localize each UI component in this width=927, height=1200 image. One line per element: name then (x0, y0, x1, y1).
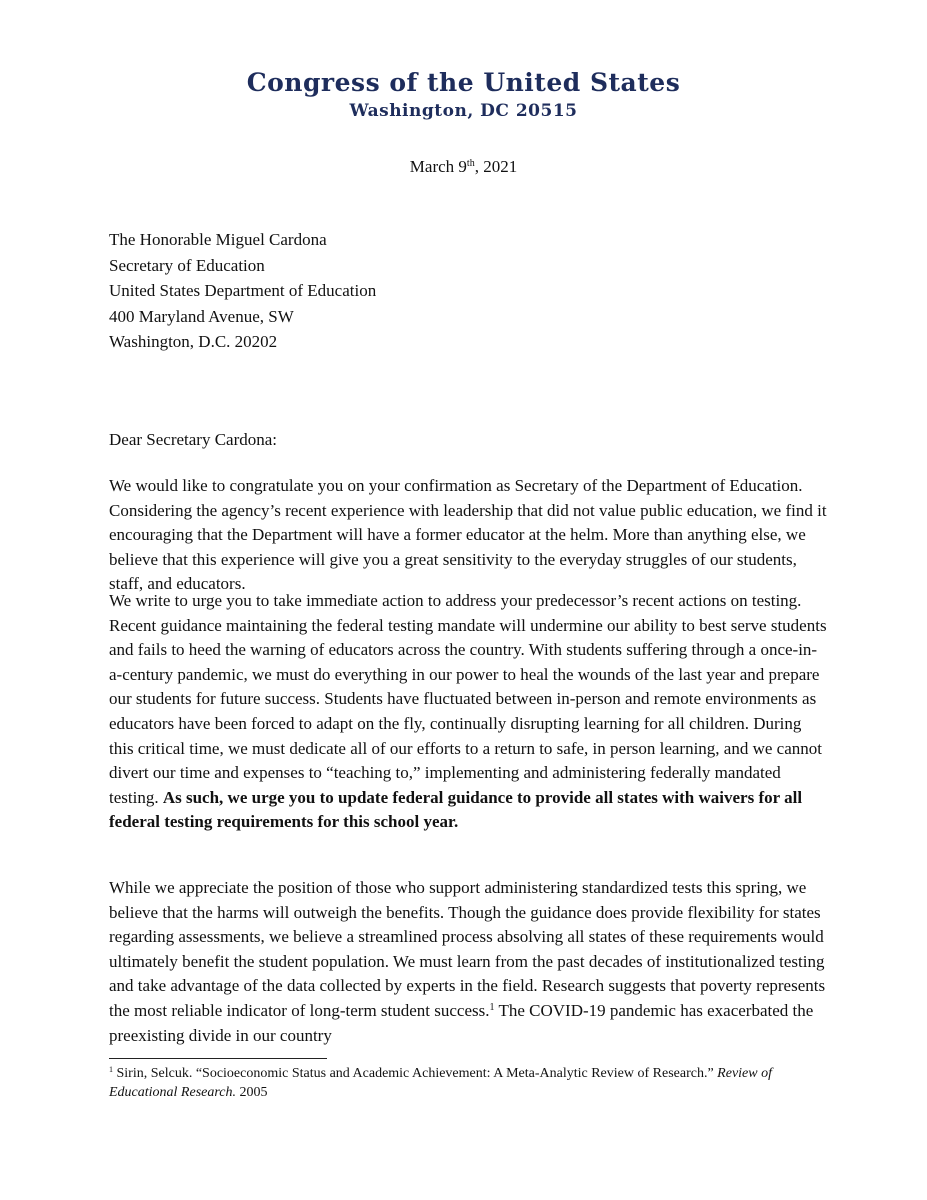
footnote-marker: 1 (109, 1065, 113, 1074)
paragraph-testing-urge (109, 589, 829, 835)
address-line: Secretary of Education (109, 255, 265, 275)
letter-date (0, 156, 927, 178)
recipient-address (109, 227, 376, 355)
address-line: 400 Maryland Avenue, SW (109, 306, 294, 326)
paragraph-text: We write to urge you to take immediate action to address your predecessor’s recent actions on testing. Recent guidance maintaining the federal testing mandate will undermine our ability to best serve students and fails to heed the warning of educators across the country. With students suffering through a once-in-a-century pandemic, we must do everything in our power to heal the wounds of the last year and prepare our students for future success. Students have fluctuated between in-person and remote environments as educators have been forced to adapt on the fly, continually disrupting learning for all children. During this critical time, we must dedicate all of our efforts to a return to safe, in person learning, and we cannot divert our time and expenses to “teaching to,” implementing and administering federally mandated testing. (109, 591, 827, 807)
date-year: , 2021 (474, 157, 518, 176)
footnote-journal: Review of Educational Research. (109, 1066, 772, 1100)
salutation: Dear Secretary Cardona: (109, 430, 278, 449)
paragraph-bold-request: As such, we urge you to update federal guidance to provide all states with waivers for all federal testing requirements for this school year. (109, 787, 803, 832)
letterhead-subtitle: Washington, DC 20515 (349, 101, 578, 121)
address-line: Washington, D.C. 20202 (109, 332, 278, 351)
footnote-year: 2005 (236, 1085, 268, 1100)
address-line: The Honorable Miguel Cardona (109, 230, 327, 249)
footnote-text: Sirin, Selcuk. “Socioeconomic Status and Academic Achievement: A Meta-Analytic Review of Research.” (113, 1066, 718, 1081)
paragraph-text: While we appreciate the position of those who support administering standardized tests this spring, we believe that the harms will outweigh the benefits. Though the guidance does provide flexibility for states regarding assessments, we believe a streamlined process absolving all states of these requirements would ultimately benefit the student population. We must learn from the past decades of institutionalized testing and take advantage of the data collected by experts in the field. Research suggests that poverty represents the most reliable indicator of long-term student success. (109, 878, 826, 1020)
footnote-divider (109, 1058, 327, 1059)
date-ordinal: th (466, 158, 475, 169)
date-text: March 9 (409, 157, 467, 176)
paragraph-text: We would like to congratulate you on your confirmation as Secretary of the Department of Education. Considering the agency’s recent experience with leadership that did not value public education, we find it encouraging that the Department will have a former educator at the helm. More than anything else, we believe that this experience will give you a great sensitivity to the everyday struggles of our students, staff, and educators. (109, 476, 827, 594)
paragraph-congratulations (109, 474, 829, 597)
footnote-reference: 1 (489, 1001, 495, 1013)
paragraph-harms (109, 876, 829, 1048)
paragraph-text-tail: The COVID-19 pandemic has exacerbated the preexisting divide in our country (109, 1000, 814, 1045)
footnote (109, 1064, 829, 1102)
address-line: United States Department of Education (109, 281, 377, 300)
letterhead (0, 66, 927, 122)
letterhead-title: Congress of the United States (246, 68, 681, 97)
